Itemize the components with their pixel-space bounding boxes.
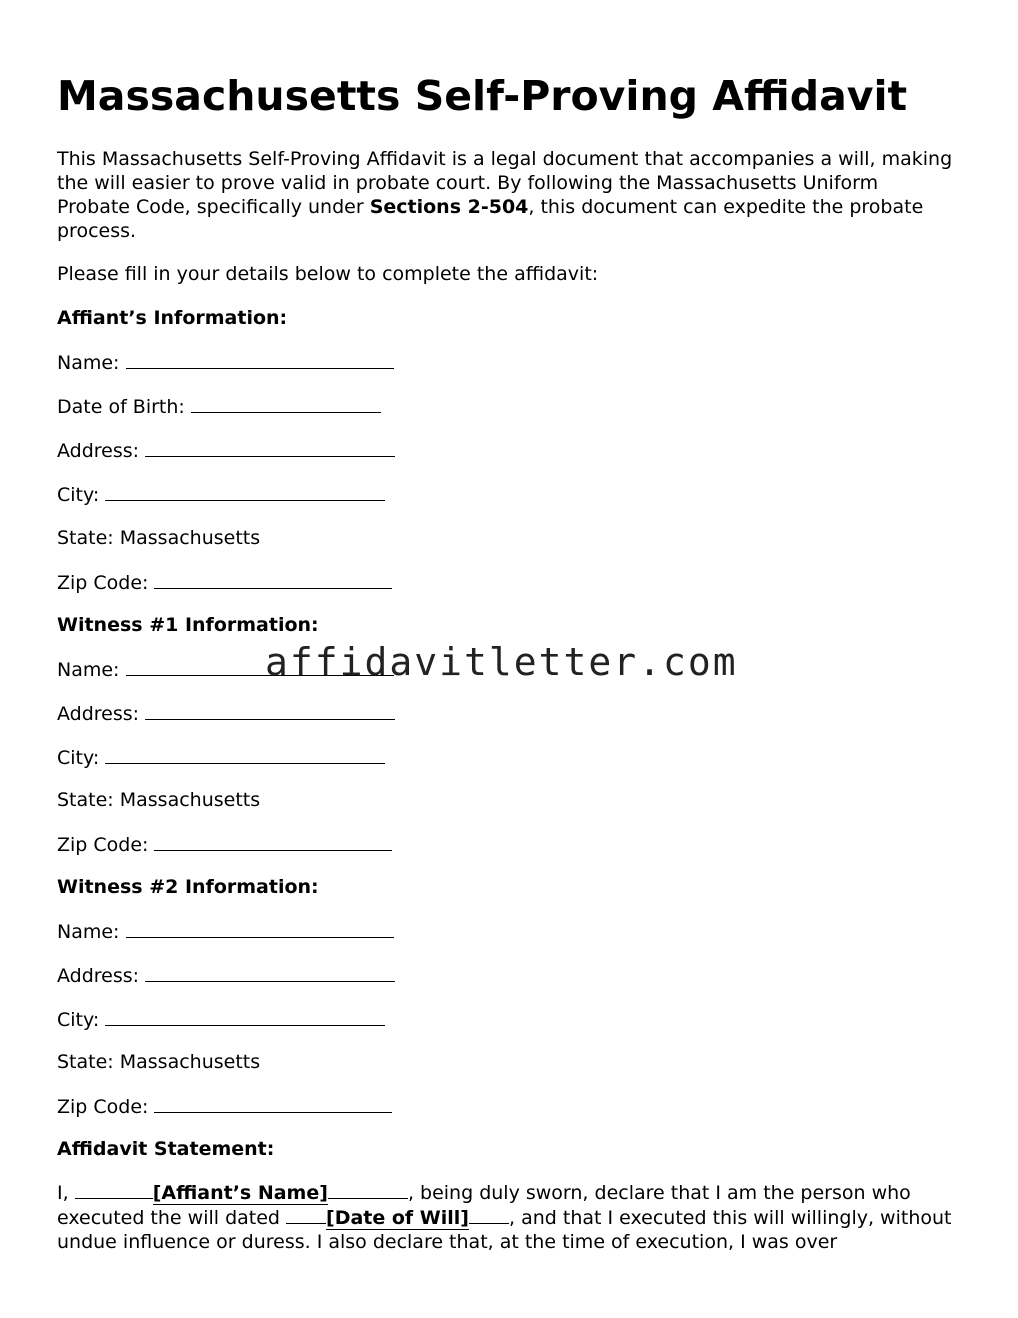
intro-bold-sections: Sections 2-504 <box>369 196 529 218</box>
witness1-zip-label: Zip Code: <box>57 834 149 856</box>
document-title: Massachusetts Self-Proving Affidavit <box>57 72 908 120</box>
witness2-state: State: Massachusetts <box>57 1051 261 1073</box>
witness1-address-label: Address: <box>57 703 140 725</box>
witness1-zip-field[interactable] <box>154 832 392 851</box>
witness2-address-label: Address: <box>57 965 140 987</box>
intro-paragraph <box>57 147 957 243</box>
affiant-address-label: Address: <box>57 440 140 462</box>
statement-text-3: , and that I executed this will willingly, without undue influence or duress. I also declare that, at the time of execution, I was over <box>57 1207 952 1253</box>
witness2-city-row <box>57 1007 385 1032</box>
affiant-zip-field[interactable] <box>154 570 392 589</box>
affiant-name-placeholder: [Affiant’s Name] <box>152 1182 328 1204</box>
affiant-name-field[interactable] <box>126 350 394 369</box>
will-date-blank-right[interactable] <box>469 1205 509 1224</box>
affiant-dob-row <box>57 394 381 419</box>
intro-text-1: This Massachusetts Self-Proving Affidavit is a legal document that accompanies a will, making the will easier to prove valid in probate court. By following the Massachusetts Uniform Probate Code, specifically under <box>57 148 953 218</box>
affiant-dob-label: Date of Birth: <box>57 396 185 418</box>
witness2-address-field[interactable] <box>145 963 395 982</box>
affiant-city-field[interactable] <box>105 482 385 501</box>
witness2-zip-row <box>57 1094 392 1119</box>
affiant-name-label: Name: <box>57 352 120 374</box>
statement-text-1: I, <box>57 1182 75 1204</box>
witness2-zip-label: Zip Code: <box>57 1096 149 1118</box>
instruction-text: Please fill in your details below to complete the affidavit: <box>57 263 599 285</box>
witness2-city-label: City: <box>57 1009 100 1031</box>
affiant-state: State: Massachusetts <box>57 527 261 549</box>
affiant-city-label: City: <box>57 484 100 506</box>
statement-heading: Affidavit Statement: <box>57 1138 275 1160</box>
affiant-zip-label: Zip Code: <box>57 572 149 594</box>
affiant-zip-row <box>57 570 392 595</box>
affiant-dob-field[interactable] <box>191 394 381 413</box>
affiant-name-blank-left[interactable] <box>75 1180 153 1199</box>
witness1-zip-row <box>57 832 392 857</box>
witness1-state: State: Massachusetts <box>57 789 261 811</box>
witness2-name-row <box>57 919 394 944</box>
affiant-address-row <box>57 438 395 463</box>
will-date-placeholder: [Date of Will] <box>326 1207 469 1229</box>
witness2-city-field[interactable] <box>105 1007 385 1026</box>
statement-paragraph <box>57 1180 962 1254</box>
affiant-name-row <box>57 350 394 375</box>
witness1-city-row <box>57 745 385 770</box>
witness1-heading: Witness #1 Information: <box>57 614 319 636</box>
witness2-zip-field[interactable] <box>154 1094 392 1113</box>
witness1-name-label: Name: <box>57 659 120 681</box>
witness2-address-row <box>57 963 395 988</box>
witness1-city-field[interactable] <box>105 745 385 764</box>
affiant-city-row <box>57 482 385 507</box>
witness2-name-label: Name: <box>57 921 120 943</box>
watermark-text: affidavitletter.com <box>265 640 738 684</box>
will-date-blank-left[interactable] <box>286 1205 326 1224</box>
witness1-address-field[interactable] <box>145 701 395 720</box>
witness1-address-row <box>57 701 395 726</box>
witness2-name-field[interactable] <box>126 919 394 938</box>
witness1-city-label: City: <box>57 747 100 769</box>
witness2-heading: Witness #2 Information: <box>57 876 319 898</box>
statement-text-2: , being duly sworn, declare that I am the person who executed the will dated <box>57 1182 911 1229</box>
affiant-name-blank-right[interactable] <box>328 1180 408 1199</box>
intro-text-2: , this document can expedite the probate process. <box>57 196 924 242</box>
affiant-heading: Affiant’s Information: <box>57 307 288 329</box>
affiant-address-field[interactable] <box>145 438 395 457</box>
